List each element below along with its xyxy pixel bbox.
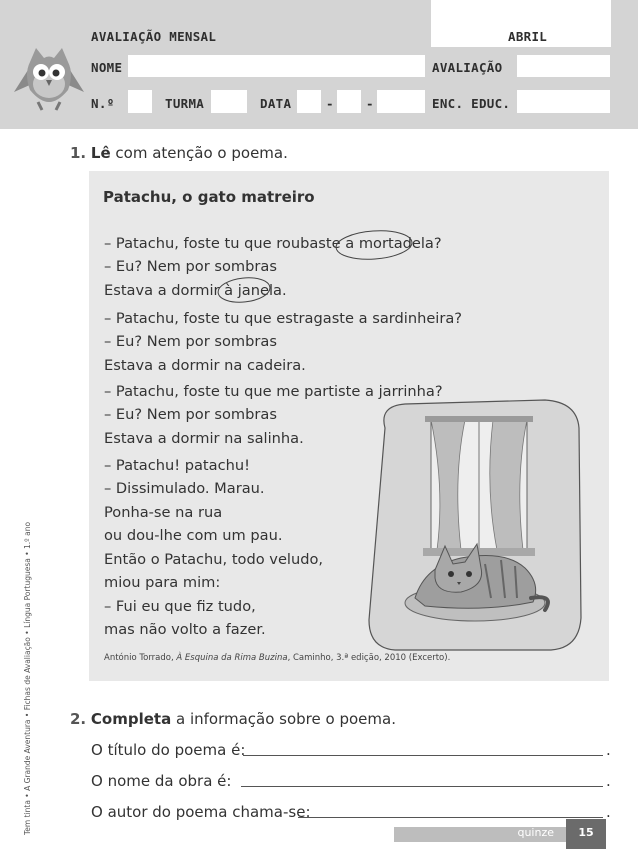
poem-stanza [104,454,282,547]
end-mark: . [606,741,611,759]
grade-field[interactable] [517,55,610,77]
poem-line: – Eu? Nem por sombras [104,258,277,276]
date-label: DATA [260,96,292,111]
poem-line: – Dissimulado. Marau. [104,480,265,498]
poem-line: Estava a dormir à janela. [104,281,287,299]
question-1 [70,144,288,162]
name-label: NOME [91,60,123,75]
poem-line: – Patachu, foste tu que estragaste a sardinheira? [104,310,463,327]
date-month-field[interactable] [337,90,361,113]
poem-line: Estava a dormir na salinha. [104,429,304,447]
side-publication-text: Tem tinta • A Grande Aventura • Fichas de Avaliação • Língua Portuguesa • 1.º ano [23,521,32,835]
question-text: com atenção o poema. [110,144,288,162]
question-verb: Completa [90,710,172,728]
page-number: 15 [578,826,594,839]
poem-line: – Patachu, foste tu que me partiste a jarrinha? [104,383,443,400]
cat-window-illustration [365,398,583,651]
poem-line: – Fui eu que fiz tudo, [104,597,256,615]
poem-citation [104,653,450,663]
citation-work: À Esquina da Rima Buzina [176,653,288,663]
question-verb: Lê [90,144,111,162]
end-mark: . [606,772,611,790]
citation-details: , Caminho, 3.ª edição, 2010 (Excerto). [287,653,451,663]
header-title: AVALIAÇÃO MENSAL [91,29,217,44]
number-field[interactable] [128,90,152,113]
date-separator: - [326,96,334,111]
grade-label: AVALIAÇÃO [432,60,503,75]
question-text: a informação sobre o poema. [171,710,396,728]
poem-line: Estava a dormir na cadeira. [104,356,306,374]
class-field[interactable] [211,90,247,113]
poem-line: – Patachu! patachu! [104,457,250,474]
fill-prompt-title: O título do poema é: [91,741,246,759]
answer-line-work[interactable] [241,786,603,787]
page-word: quinze [517,826,554,839]
date-separator: - [366,96,374,111]
name-field[interactable] [128,55,425,77]
date-year-field[interactable] [377,90,425,113]
question-number: 2. [70,710,87,728]
end-mark: . [606,803,611,821]
poem-stanza [104,307,462,377]
poem-line: – Eu? Nem por sombras [104,406,277,424]
poem-title: Patachu, o gato matreiro [103,188,315,206]
answer-line-author[interactable] [298,817,603,818]
poem-stanza [104,548,323,641]
poem-line: ou dou-lhe com um pau. [104,526,283,544]
question-number: 1. [70,144,87,162]
poem-line: Então o Patachu, todo veludo, [104,551,324,568]
poem-line: – Patachu, foste tu que roubaste a mortadela? [104,235,442,252]
date-day-field[interactable] [297,90,321,113]
citation-author: António Torrado, [104,653,177,663]
poem-line: mas não volto a fazer. [104,620,266,638]
guardian-field[interactable] [517,90,610,113]
question-2 [70,710,396,728]
guardian-label: ENC. EDUC. [432,96,511,111]
class-label: TURMA [165,96,205,111]
fill-prompt-work: O nome da obra é: [91,772,232,790]
fill-prompt-author: O autor do poema chama-se: [91,803,311,821]
poem-line: Ponha-se na rua [104,503,223,521]
poem-line: – Eu? Nem por sombras [104,333,277,351]
poem-line: miou para mim: [104,574,221,592]
owl-mascot-icon [8,40,90,114]
number-label: N.º [91,96,115,111]
header-month: ABRIL [508,29,548,44]
answer-line-title[interactable] [243,755,603,756]
poem-stanza [104,232,442,302]
